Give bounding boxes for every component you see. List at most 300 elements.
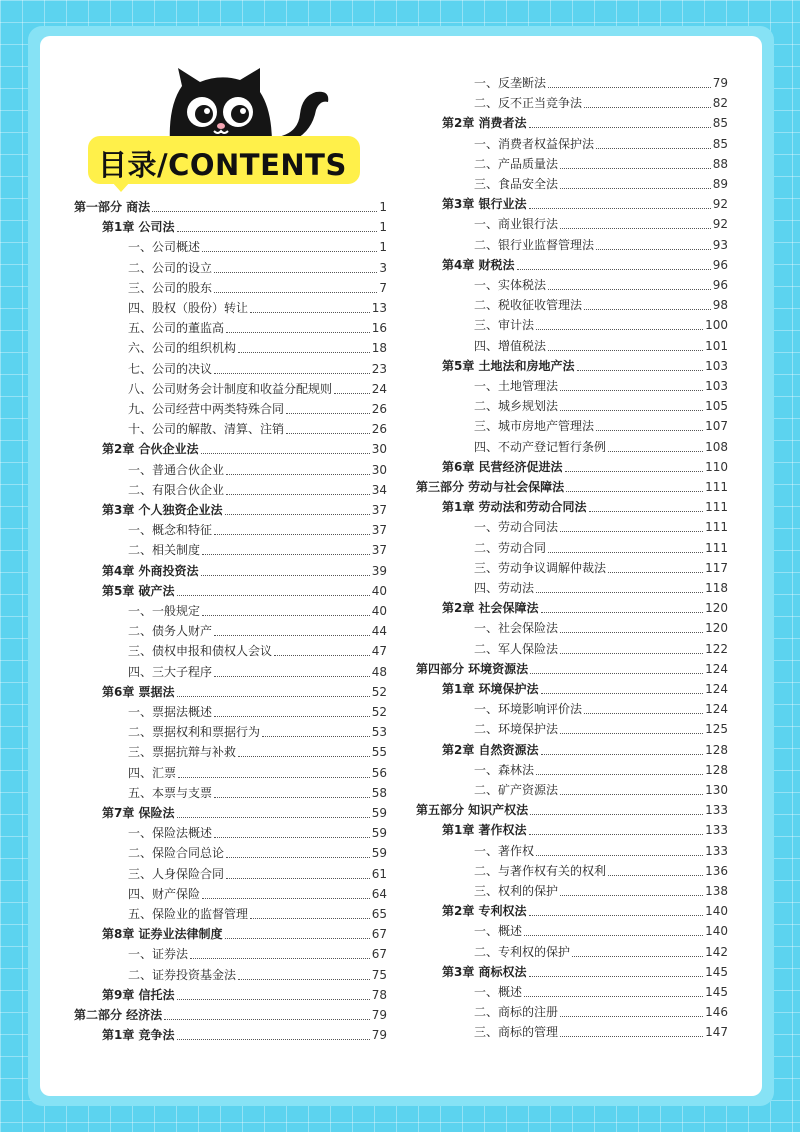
dot-leader (177, 1039, 370, 1040)
toc-entry-section-entry[interactable] (128, 887, 387, 902)
toc-entry-title: 四、劳动法 (474, 581, 535, 595)
toc-entry-section-entry[interactable] (474, 722, 728, 737)
toc-entry-chapter-heading[interactable] (442, 682, 728, 697)
toc-entry-title: 二、票据权利和票据行为 (128, 725, 261, 740)
toc-entry-section-entry[interactable] (474, 581, 728, 596)
toc-entry-section-entry[interactable] (474, 238, 728, 253)
toc-entry-chapter-heading[interactable] (102, 685, 387, 700)
toc-entry-page-number: 24 (371, 381, 387, 396)
toc-entry-page-number: 92 (712, 197, 728, 212)
toc-entry-section-entry[interactable] (128, 422, 387, 437)
toc-entry-chapter-heading[interactable] (442, 258, 728, 273)
toc-entry-part-heading[interactable] (416, 480, 728, 495)
toc-entry-page-number: 52 (371, 705, 387, 719)
toc-entry-page-number: 101 (705, 338, 728, 353)
toc-entry-section-entry[interactable] (474, 419, 728, 434)
toc-entry-page-number: 26 (371, 422, 387, 437)
toc-entry-title: 第3章 商标权法 (442, 964, 527, 979)
dot-leader (608, 451, 703, 452)
toc-entry-title: 三、审计法 (474, 318, 535, 333)
toc-entry-section-entry[interactable] (474, 157, 728, 172)
dot-leader (530, 673, 703, 674)
toc-entry-title: 第2章 合伙企业法 (102, 442, 199, 457)
toc-entry-page-number: 138 (705, 884, 728, 898)
toc-entry-chapter-heading[interactable] (102, 927, 387, 942)
toc-entry-page-number: 140 (705, 904, 728, 919)
toc-entry-title: 四、不动产登记暂行条例 (474, 439, 607, 454)
toc-entry-page-number: 96 (712, 278, 728, 292)
dot-leader (214, 797, 370, 798)
toc-entry-section-entry[interactable] (474, 783, 728, 798)
toc-entry-title: 一、票据法概述 (128, 705, 213, 719)
toc-entry-title: 第2章 社会保障法 (442, 601, 539, 616)
toc-entry-page-number: 52 (371, 684, 387, 699)
dot-leader (178, 777, 370, 778)
dot-leader (529, 127, 711, 128)
dot-leader (226, 857, 370, 858)
toc-entry-title: 二、税收征收管理法 (474, 298, 583, 313)
toc-entry-page-number: 124 (705, 661, 728, 676)
toc-entry-title: 一、社会保险法 (474, 621, 559, 636)
toc-entry-page-number: 120 (705, 601, 728, 616)
dot-leader (608, 572, 703, 573)
toc-entry-section-entry[interactable] (128, 705, 387, 720)
toc-entry-section-entry[interactable] (128, 321, 387, 336)
toc-entry-chapter-heading[interactable] (442, 743, 728, 758)
toc-entry-page-number: 1 (379, 220, 387, 235)
toc-entry-page-number: 111 (705, 520, 728, 535)
dot-leader (560, 188, 711, 189)
toc-entry-page-number: 56 (371, 765, 387, 780)
toc-entry-title: 四、三大子程序 (128, 664, 213, 679)
toc-entry-part-heading[interactable] (416, 803, 728, 818)
toc-entry-page-number: 39 (371, 563, 387, 578)
toc-entry-section-entry[interactable] (128, 846, 387, 861)
toc-entry-title: 二、专利权的保护 (474, 944, 571, 959)
dot-leader (596, 148, 711, 149)
dot-leader (541, 612, 704, 613)
toc-entry-section-entry[interactable] (128, 301, 387, 316)
dot-leader (529, 976, 704, 977)
toc-entry-section-entry[interactable] (128, 281, 387, 296)
toc-entry-section-entry[interactable] (128, 725, 387, 740)
toc-entry-title: 一、证券法 (128, 947, 189, 962)
toc-entry-section-entry[interactable] (128, 261, 387, 276)
dot-leader (226, 332, 370, 333)
toc-entry-title: 三、人身保险合同 (128, 866, 225, 881)
toc-entry-page-number: 37 (371, 503, 387, 517)
dot-leader (577, 370, 704, 371)
toc-entry-page-number: 59 (371, 826, 387, 841)
toc-entry-title: 二、军人保险法 (474, 641, 559, 656)
toc-entry-title: 一、实体税法 (474, 278, 547, 292)
toc-entry-page-number: 111 (705, 540, 728, 555)
toc-entry-page-number: 128 (705, 742, 728, 757)
toc-entry-section-entry[interactable] (474, 440, 728, 455)
toc-entry-title: 第1章 环境保护法 (442, 682, 539, 696)
toc-entry-section-entry[interactable] (128, 786, 387, 801)
toc-entry-section-entry[interactable] (474, 884, 728, 899)
toc-entry-title: 二、债务人财产 (128, 624, 213, 639)
dot-leader (560, 733, 703, 734)
toc-entry-page-number: 48 (371, 664, 387, 679)
toc-entry-section-entry[interactable] (474, 76, 728, 91)
toc-entry-section-entry[interactable] (128, 341, 387, 356)
dot-leader (536, 592, 703, 593)
toc-entry-section-entry[interactable] (474, 318, 728, 333)
toc-entry-section-entry[interactable] (128, 867, 387, 882)
toc-entry-title: 三、公司的股东 (128, 280, 213, 295)
toc-entry-chapter-heading[interactable] (102, 220, 387, 235)
toc-entry-section-entry[interactable] (474, 339, 728, 354)
toc-entry-title: 一、保险法概述 (128, 826, 213, 841)
toc-entry-page-number: 40 (371, 604, 387, 618)
toc-entry-page-number: 37 (371, 543, 387, 558)
toc-entry-title: 一、概述 (474, 985, 523, 999)
dot-leader (238, 979, 370, 980)
toc-entry-page-number: 85 (712, 116, 728, 131)
toc-entry-section-entry[interactable] (128, 968, 387, 983)
toc-entry-section-entry[interactable] (128, 766, 387, 781)
dot-leader (214, 272, 377, 273)
toc-entry-chapter-heading[interactable] (102, 442, 387, 457)
dot-leader (214, 534, 370, 535)
toc-entry-section-entry[interactable] (474, 298, 728, 313)
toc-entry-page-number: 133 (705, 803, 728, 818)
toc-entry-page-number: 98 (712, 298, 728, 313)
toc-entry-page-number: 59 (371, 806, 387, 820)
toc-entry-part-heading[interactable] (74, 200, 387, 215)
toc-entry-page-number: 111 (705, 480, 728, 494)
toc-entry-page-number: 37 (371, 523, 387, 538)
toc-entry-title: 第二部分 经济法 (74, 1008, 163, 1022)
dot-leader (226, 494, 370, 495)
toc-entry-page-number: 117 (705, 560, 728, 575)
toc-entry-section-entry[interactable] (474, 864, 728, 879)
toc-entry-title: 三、债权申报和债权人会议 (128, 644, 273, 659)
toc-entry-page-number: 79 (371, 1028, 387, 1043)
toc-entry-title: 第1章 公司法 (102, 220, 175, 235)
toc-entry-page-number: 40 (371, 583, 387, 598)
toc-entry-title: 第四部分 环境资源法 (416, 661, 529, 676)
toc-entry-section-entry[interactable] (128, 483, 387, 498)
toc-entry-page-number: 96 (712, 257, 728, 272)
dot-leader (214, 635, 370, 636)
toc-entry-section-entry[interactable] (474, 702, 728, 717)
toc-entry-page-number: 7 (379, 280, 387, 295)
toc-entry-chapter-heading[interactable] (442, 197, 728, 212)
dot-leader (202, 251, 377, 252)
toc-entry-section-entry[interactable] (128, 644, 387, 659)
page-title: 目录/CONTENTS (98, 148, 347, 182)
toc-entry-section-entry[interactable] (474, 137, 728, 152)
dot-leader (250, 918, 370, 919)
toc-entry-chapter-heading[interactable] (102, 988, 387, 1003)
dot-leader (566, 491, 703, 492)
toc-entry-section-entry[interactable] (474, 379, 728, 394)
toc-entry-section-entry[interactable] (474, 561, 728, 576)
toc-entry-title: 一、反垄断法 (474, 76, 547, 90)
toc-entry-section-entry[interactable] (128, 907, 387, 922)
toc-entry-section-entry[interactable] (128, 624, 387, 639)
toc-entry-section-entry[interactable] (128, 463, 387, 478)
dot-leader (214, 716, 370, 717)
toc-entry-title: 二、银行业监督管理法 (474, 237, 595, 252)
dot-leader (530, 814, 703, 815)
dot-leader (202, 898, 370, 899)
toc-entry-section-entry[interactable] (474, 520, 728, 535)
toc-entry-section-entry[interactable] (474, 541, 728, 556)
dot-leader (201, 575, 370, 576)
toc-entry-section-entry[interactable] (128, 604, 387, 619)
toc-entry-section-entry[interactable] (128, 826, 387, 841)
toc-entry-chapter-heading[interactable] (442, 500, 728, 515)
toc-entry-page-number: 120 (705, 621, 728, 636)
toc-entry-page-number: 133 (705, 823, 728, 838)
dot-leader (225, 938, 370, 939)
toc-entry-title: 三、食品安全法 (474, 177, 559, 191)
toc-entry-section-entry[interactable] (474, 621, 728, 636)
toc-entry-page-number: 93 (712, 237, 728, 252)
toc-entry-section-entry[interactable] (128, 240, 387, 255)
toc-entry-title: 第1章 著作权法 (442, 823, 527, 838)
toc-entry-title: 第2章 消费者法 (442, 116, 527, 131)
toc-entry-page-number: 30 (371, 462, 387, 477)
toc-entry-section-entry[interactable] (128, 362, 387, 377)
dot-leader (548, 87, 711, 88)
toc-entry-page-number: 1 (379, 200, 387, 214)
toc-entry-section-entry[interactable] (474, 177, 728, 192)
toc-entry-page-number: 67 (371, 927, 387, 942)
dot-leader (250, 312, 370, 313)
dot-leader (226, 474, 370, 475)
dot-leader (177, 595, 370, 596)
toc-entry-page-number: 30 (371, 442, 387, 457)
toc-entry-title: 一、商业银行法 (474, 217, 559, 232)
dot-leader (202, 615, 370, 616)
toc-entry-page-number: 108 (705, 439, 728, 454)
toc-entry-chapter-heading[interactable] (442, 460, 728, 475)
toc-entry-section-entry[interactable] (128, 543, 387, 558)
toc-entry-chapter-heading[interactable] (442, 116, 728, 131)
toc-entry-title: 一、著作权 (474, 843, 535, 858)
toc-entry-title: 第1章 劳动法和劳动合同法 (442, 500, 587, 515)
dot-leader (584, 309, 711, 310)
dot-leader (560, 410, 703, 411)
toc-entry-page-number: 79 (712, 76, 728, 90)
toc-entry-page-number: 47 (371, 644, 387, 659)
toc-entry-chapter-heading[interactable] (442, 823, 728, 838)
toc-entry-title: 一、森林法 (474, 762, 535, 777)
toc-entry-title: 十、公司的解散、清算、注销 (128, 422, 285, 437)
toc-header (88, 66, 368, 191)
toc-entry-title: 第6章 民营经济促进法 (442, 459, 563, 474)
dot-leader (214, 373, 370, 374)
dot-leader (177, 999, 370, 1000)
toc-entry-section-entry[interactable] (128, 523, 387, 538)
toc-entry-part-heading[interactable] (74, 1008, 387, 1023)
dot-leader (286, 413, 370, 414)
cat-mascot-icon (160, 66, 335, 146)
dot-leader (529, 834, 704, 835)
toc-entry-title: 八、公司财务会计制度和收益分配规则 (128, 381, 333, 396)
toc-entry-page-number: 105 (705, 399, 728, 414)
toc-entry-page-number: 125 (705, 722, 728, 737)
dot-leader (536, 329, 703, 330)
toc-entry-title: 第4章 外商投资法 (102, 563, 199, 578)
toc-entry-title: 第2章 专利权法 (442, 904, 527, 919)
toc-entry-part-heading[interactable] (416, 662, 728, 677)
dot-leader (572, 956, 703, 957)
dot-leader (214, 292, 377, 293)
toc-entry-section-entry[interactable] (128, 745, 387, 760)
dot-leader (548, 552, 703, 553)
dot-leader (560, 1036, 703, 1037)
toc-entry-page-number: 55 (371, 745, 387, 760)
dot-leader (226, 878, 370, 879)
toc-entry-page-number: 3 (379, 260, 387, 275)
toc-entry-page-number: 122 (705, 641, 728, 656)
toc-entry-chapter-heading[interactable] (442, 359, 728, 374)
dot-leader (548, 289, 711, 290)
toc-entry-section-entry[interactable] (474, 217, 728, 232)
toc-entry-page-number: 128 (705, 762, 728, 777)
toc-entry-page-number: 18 (371, 341, 387, 356)
toc-entry-title: 二、环境保护法 (474, 722, 559, 737)
toc-entry-page-number: 89 (712, 177, 728, 191)
toc-entry-page-number: 103 (705, 379, 728, 393)
toc-entry-section-entry[interactable] (474, 399, 728, 414)
toc-entry-title: 二、保险合同总论 (128, 846, 225, 861)
dot-leader (560, 653, 703, 654)
dot-leader (560, 895, 703, 896)
toc-entry-title: 一、一般规定 (128, 604, 201, 618)
dot-leader (214, 676, 370, 677)
toc-entry-section-entry[interactable] (474, 945, 728, 960)
toc-entry-title: 三、城市房地产管理法 (474, 419, 595, 434)
toc-entry-chapter-heading[interactable] (442, 601, 728, 616)
dot-leader (596, 249, 711, 250)
toc-entry-title: 四、财产保险 (128, 886, 201, 901)
toc-entry-title: 第6章 票据法 (102, 684, 175, 699)
toc-entry-chapter-heading[interactable] (442, 904, 728, 919)
toc-entry-title: 一、公司概述 (128, 240, 201, 255)
toc-entry-page-number: 124 (705, 702, 728, 717)
toc-entry-title: 二、产品质量法 (474, 156, 559, 171)
toc-entry-title: 三、票据抗辩与补救 (128, 745, 237, 760)
dot-leader (214, 837, 370, 838)
toc-entry-page-number: 124 (705, 682, 728, 696)
toc-entry-title: 第3章 银行业法 (442, 197, 527, 212)
toc-entry-title: 九、公司经营中两类特殊合同 (128, 402, 285, 416)
dot-leader (524, 935, 703, 936)
toc-entry-page-number: 146 (705, 1005, 728, 1020)
dot-leader (584, 107, 711, 108)
toc-entry-chapter-heading[interactable] (102, 503, 387, 518)
toc-entry-title: 第三部分 劳动与社会保障法 (416, 480, 565, 494)
dot-leader (541, 693, 704, 694)
toc-entry-page-number: 65 (371, 907, 387, 921)
dot-leader (596, 430, 703, 431)
toc-entry-title: 三、商标的管理 (474, 1025, 559, 1040)
toc-entry-section-entry[interactable] (474, 278, 728, 293)
toc-entry-page-number: 16 (371, 321, 387, 336)
toc-entry-page-number: 58 (371, 785, 387, 800)
dot-leader (164, 1019, 370, 1020)
toc-entry-page-number: 100 (705, 318, 728, 333)
toc-entry-section-entry[interactable] (474, 985, 728, 1000)
dot-leader (560, 168, 711, 169)
dot-leader (524, 996, 703, 997)
toc-entry-chapter-heading[interactable] (102, 1028, 387, 1043)
toc-entry-chapter-heading[interactable] (442, 965, 728, 980)
toc-entry-section-entry[interactable] (128, 402, 387, 417)
toc-entry-page-number: 140 (705, 924, 728, 939)
toc-entry-page-number: 103 (705, 358, 728, 373)
toc-entry-section-entry[interactable] (474, 763, 728, 778)
toc-entry-section-entry[interactable] (474, 1005, 728, 1020)
toc-entry-chapter-heading[interactable] (102, 806, 387, 821)
dot-leader (286, 433, 370, 434)
toc-entry-title: 第五部分 知识产权法 (416, 803, 529, 818)
dot-leader (541, 754, 704, 755)
toc-entry-title: 一、劳动合同法 (474, 520, 559, 535)
toc-entry-section-entry[interactable] (128, 665, 387, 680)
toc-entry-page-number: 64 (371, 886, 387, 901)
dot-leader (152, 211, 377, 212)
toc-entry-title: 第9章 信托法 (102, 987, 175, 1002)
toc-entry-page-number: 107 (705, 419, 728, 434)
dot-leader (560, 794, 703, 795)
toc-entry-section-entry[interactable] (474, 924, 728, 939)
toc-entry-page-number: 145 (705, 985, 728, 999)
toc-entry-title: 四、汇票 (128, 765, 177, 780)
dot-leader (177, 817, 370, 818)
toc-entry-section-entry[interactable] (128, 947, 387, 962)
toc-entry-title: 二、与著作权有关的权利 (474, 863, 607, 878)
dot-leader (529, 208, 711, 209)
toc-entry-page-number: 118 (705, 581, 728, 595)
toc-entry-title: 四、增值税法 (474, 338, 547, 353)
toc-entry-title: 二、劳动合同 (474, 540, 547, 555)
dot-leader (560, 1016, 703, 1017)
toc-entry-page-number: 67 (371, 947, 387, 962)
toc-entry-title: 二、公司的设立 (128, 260, 213, 275)
toc-entry-title: 五、保险业的监督管理 (128, 907, 249, 921)
toc-entry-section-entry[interactable] (474, 1025, 728, 1040)
toc-entry-page-number: 61 (371, 866, 387, 881)
toc-entry-section-entry[interactable] (474, 844, 728, 859)
dot-leader (202, 554, 370, 555)
toc-entry-page-number: 85 (712, 136, 728, 151)
toc-entry-chapter-heading[interactable] (102, 564, 387, 579)
toc-entry-section-entry[interactable] (128, 382, 387, 397)
toc-entry-title: 第5章 土地法和房地产法 (442, 358, 575, 373)
toc-entry-page-number: 23 (371, 361, 387, 376)
toc-entry-section-entry[interactable] (474, 642, 728, 657)
toc-entry-page-number: 44 (371, 624, 387, 639)
dot-leader (560, 531, 703, 532)
toc-entry-page-number: 1 (379, 240, 387, 255)
dot-leader (190, 958, 370, 959)
toc-entry-section-entry[interactable] (474, 96, 728, 111)
toc-entry-page-number: 53 (371, 725, 387, 740)
dot-leader (238, 352, 370, 353)
dot-leader (589, 511, 704, 512)
toc-entry-chapter-heading[interactable] (102, 584, 387, 599)
toc-entry-title: 一、土地管理法 (474, 379, 559, 393)
dot-leader (225, 514, 370, 515)
